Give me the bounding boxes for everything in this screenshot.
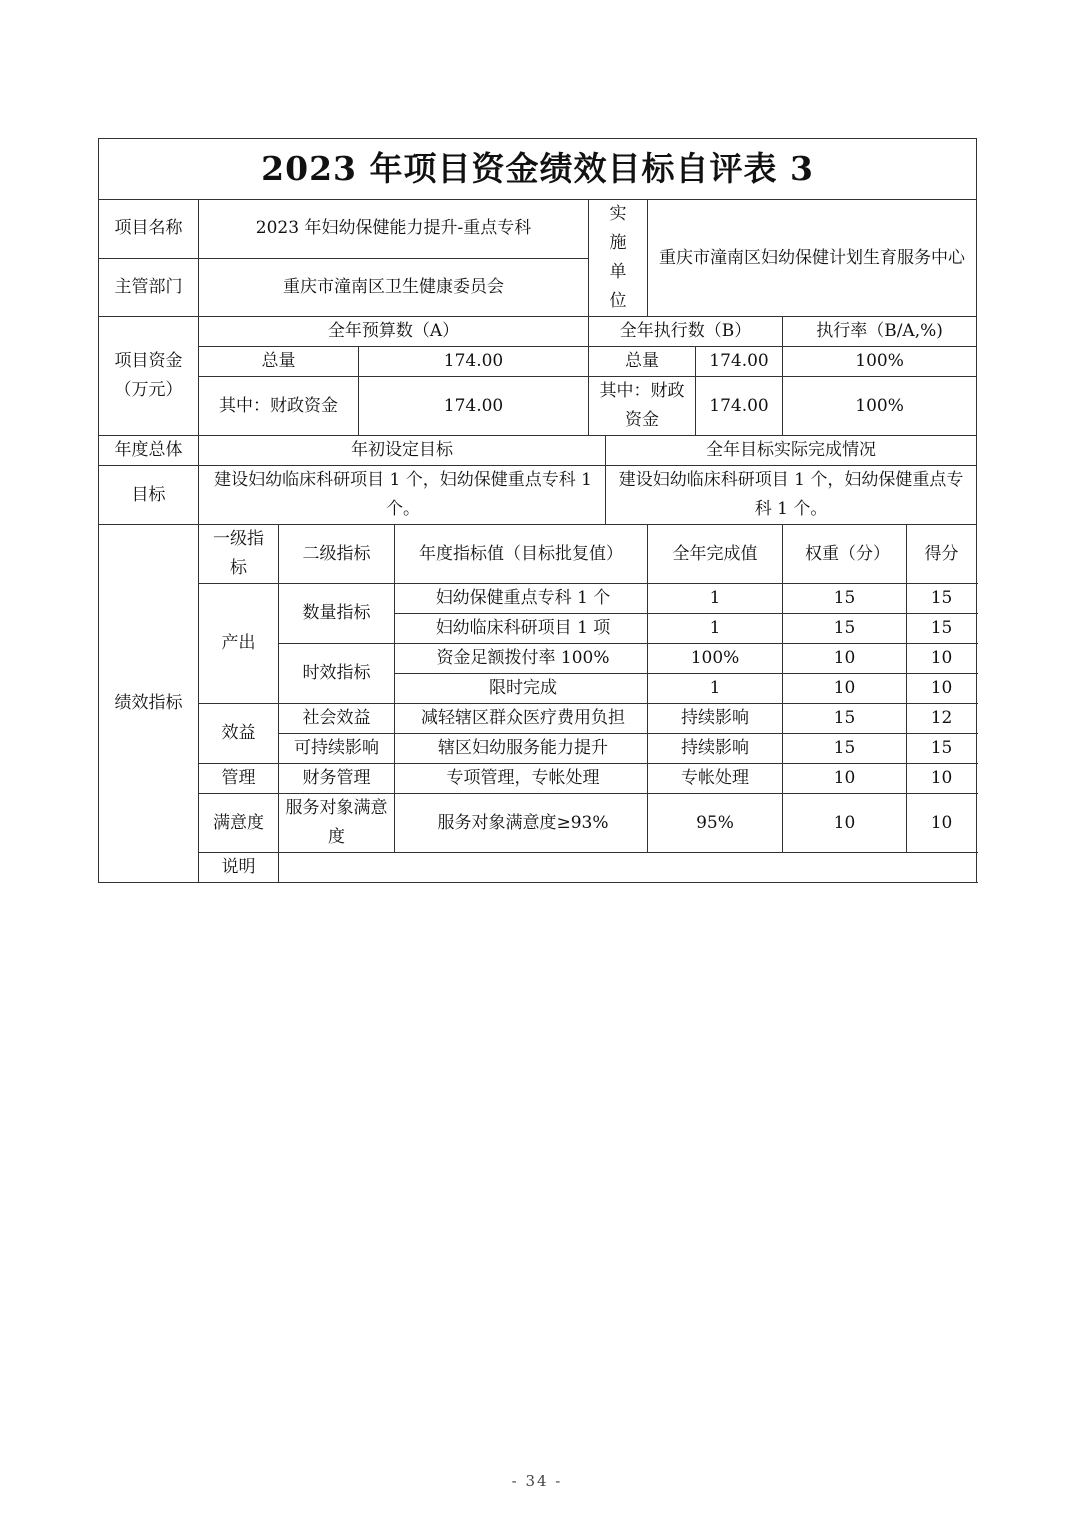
weight-cell: 10 — [783, 794, 907, 853]
target-cell: 限时完成 — [395, 674, 648, 704]
target-cell: 资金足额拨付率 100% — [395, 644, 648, 674]
done-cell: 持续影响 — [648, 734, 783, 764]
weight-cell: 15 — [783, 734, 907, 764]
level2-finance: 财务管理 — [279, 764, 395, 794]
done-cell: 1 — [648, 614, 783, 644]
level2-service-satisfaction: 服务对象满意度 — [279, 794, 395, 853]
impl-unit-label: 实施单位 — [589, 200, 648, 317]
weight-cell: 10 — [783, 644, 907, 674]
score-cell: 12 — [907, 704, 977, 734]
score-cell: 15 — [907, 584, 977, 614]
exec-fiscal-label: 其中：财政资金 — [589, 377, 696, 436]
level2-timeliness: 时效指标 — [279, 644, 395, 704]
target-cell: 减轻辖区群众医疗费用负担 — [395, 704, 648, 734]
score-cell: 15 — [907, 734, 977, 764]
budget-fiscal-value: 174.00 — [359, 377, 589, 436]
department-label: 主管部门 — [99, 258, 199, 317]
level2-social: 社会效益 — [279, 704, 395, 734]
weight-header: 权重（分） — [783, 525, 907, 584]
target-cell: 妇幼临床科研项目 1 项 — [395, 614, 648, 644]
score-cell: 15 — [907, 614, 977, 644]
score-cell: 10 — [907, 794, 977, 853]
level1-output: 产出 — [199, 584, 279, 704]
initial-goal-header: 年初设定目标 — [199, 436, 606, 466]
actual-goal-value: 建设妇幼临床科研项目 1 个，妇幼保健重点专科 1 个。 — [606, 466, 977, 525]
target-cell: 专项管理，专帐处理 — [395, 764, 648, 794]
perf-label: 绩效指标 — [99, 525, 199, 883]
level2-header: 二级指标 — [279, 525, 395, 584]
actual-goal-header: 全年目标实际完成情况 — [606, 436, 977, 466]
level1-management: 管理 — [199, 764, 279, 794]
done-cell: 100% — [648, 644, 783, 674]
note-label: 说明 — [199, 853, 279, 883]
table-row — [99, 704, 977, 734]
exec-rate-header: 执行率（B/A,%) — [783, 317, 977, 347]
funds-label: 项目资金（万元） — [99, 317, 199, 436]
initial-goal-value: 建设妇幼临床科研项目 1 个，妇幼保健重点专科 1 个。 — [199, 466, 606, 525]
budget-fiscal-label: 其中：财政资金 — [199, 377, 359, 436]
level1-header: 一级指标 — [199, 525, 279, 584]
weight-cell: 15 — [783, 584, 907, 614]
goal-label: 目标 — [99, 466, 199, 525]
annual-budget-header: 全年预算数（A） — [199, 317, 589, 347]
evaluation-form — [98, 138, 976, 883]
project-name-value: 2023 年妇幼保健能力提升-重点专科 — [199, 200, 589, 259]
rate-fiscal-value: 100% — [783, 377, 977, 436]
overall-goal-label: 年度总体 — [99, 436, 199, 466]
score-cell: 10 — [907, 644, 977, 674]
weight-cell: 15 — [783, 614, 907, 644]
budget-total-label: 总量 — [199, 347, 359, 377]
done-cell: 持续影响 — [648, 704, 783, 734]
table-row — [99, 794, 977, 853]
department-value: 重庆市潼南区卫生健康委员会 — [199, 258, 589, 317]
target-cell: 服务对象满意度≥93% — [395, 794, 648, 853]
weight-cell: 10 — [783, 764, 907, 794]
note-value — [279, 853, 977, 883]
score-cell: 10 — [907, 674, 977, 704]
score-header: 得分 — [907, 525, 977, 584]
level2-quantity: 数量指标 — [279, 584, 395, 644]
annual-exec-header: 全年执行数（B） — [589, 317, 783, 347]
weight-cell: 10 — [783, 674, 907, 704]
level1-satisfaction: 满意度 — [199, 794, 279, 853]
target-value-header: 年度指标值（目标批复值） — [395, 525, 648, 584]
completed-header: 全年完成值 — [648, 525, 783, 584]
project-name-label: 项目名称 — [99, 200, 199, 259]
weight-cell: 15 — [783, 704, 907, 734]
exec-total-value: 174.00 — [696, 347, 783, 377]
page-title: 2023 年项目资金绩效目标自评表 3 — [99, 139, 977, 200]
exec-total-label: 总量 — [589, 347, 696, 377]
table-row — [99, 584, 977, 614]
evaluation-table — [98, 138, 977, 883]
budget-total-value: 174.00 — [359, 347, 589, 377]
level1-benefit: 效益 — [199, 704, 279, 764]
table-row — [99, 764, 977, 794]
target-cell: 妇幼保健重点专科 1 个 — [395, 584, 648, 614]
impl-unit-value: 重庆市潼南区妇幼保健计划生育服务中心 — [648, 200, 977, 317]
exec-fiscal-value: 174.00 — [696, 377, 783, 436]
done-cell: 1 — [648, 674, 783, 704]
done-cell: 专帐处理 — [648, 764, 783, 794]
target-cell: 辖区妇幼服务能力提升 — [395, 734, 648, 764]
done-cell: 1 — [648, 584, 783, 614]
rate-total-value: 100% — [783, 347, 977, 377]
page-number: - 34 - — [511, 1472, 563, 1490]
score-cell: 10 — [907, 764, 977, 794]
done-cell: 95% — [648, 794, 783, 853]
level2-sustainable: 可持续影响 — [279, 734, 395, 764]
